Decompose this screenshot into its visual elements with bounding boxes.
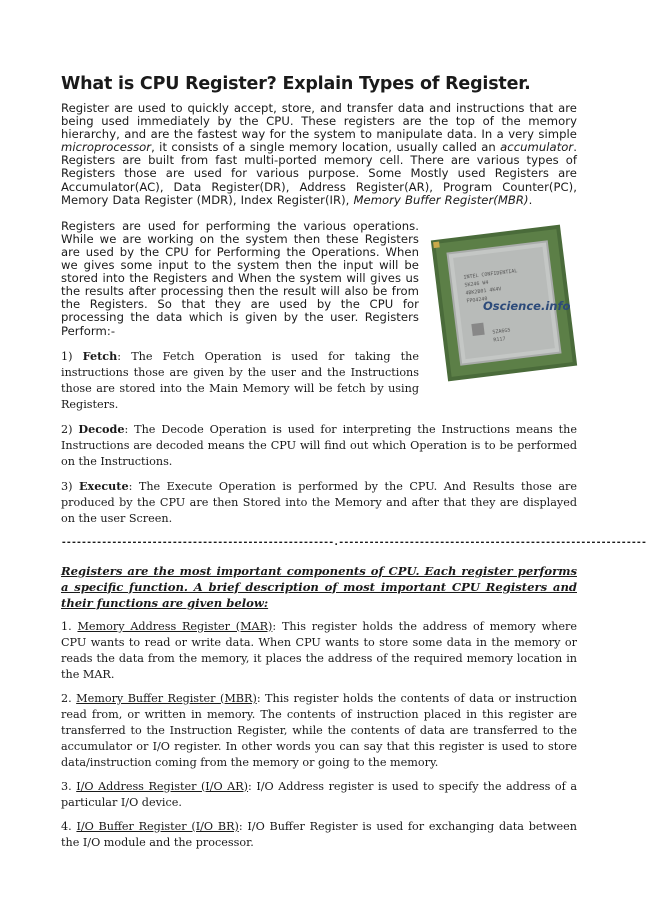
document-page [61,72,646,851]
section-divider: ------------------------------------------------------.------------------------------------------------------------- [61,536,646,548]
operation-num: 2) [61,422,73,436]
operation-term: Decode [78,421,125,436]
section-heading: Registers are the most important components of CPU. Each register performs a specific function. A brief description of most important CPU Registers and their functions are given below: [61,563,577,610]
intro-text-4: . [528,192,533,207]
page-title: What is CPU Register? Explain Types of Register. [61,74,531,94]
operation-execute [61,478,577,527]
cpu-chip-image [429,222,579,384]
watermark-text: Oscience.info [483,298,571,313]
register-num: 2. [61,691,72,705]
intro-text-3: . Registers are built from fast multi-ported memory cell. There are various types of Registers those are used for various purpose. Some Mostly used Registers are Accumulator(AC), Data Register(DR), Address Register(AR), Program Counter(PC), Memory Data Register (MDR), Index Register(IR), [61,140,577,207]
operation-decode [61,421,577,470]
register-text: : I/O Buffer Register is used for exchanging data between the I/O module and the processor. [61,819,577,849]
register-text: : I/O Address register is used to specify the address of a particular I/O device. [61,779,577,809]
register-name: Memory Buffer Register (MBR) [76,691,257,705]
register-text: : This register holds the address of memory where CPU wants to read or write data. When CPU wants to store some data in the memory or reads the data from the memory, it places the address of the required memory location in the MAR. [61,619,577,681]
svg-text:R117: R117 [493,335,506,344]
svg-text:FPO4240: FPO4240 [466,295,488,305]
register-item-mbr [61,691,577,771]
svg-text:4BK2B01 4K4V: 4BK2B01 4K4V [465,285,502,297]
register-num: 3. [61,779,72,793]
intro-em-microprocessor: microprocessor [61,140,152,155]
register-item-ioar [61,779,577,811]
operation-num: 1) [61,349,73,363]
register-item-iobr [61,819,577,851]
intro-em-mbr: Memory Buffer Register(MBR) [353,192,529,207]
register-name: I/O Buffer Register (I/O BR) [76,819,239,833]
chip-label: INTEL CONFIDENTIAL [463,267,518,281]
operation-term: Execute [79,478,129,493]
register-item-mar [61,619,577,683]
svg-text:SK246 W4: SK246 W4 [464,279,489,289]
intro-text-2: , it consists of a single memory location, usually called an [151,140,501,155]
operation-text: : The Decode Operation is used for interpreting the Instructions means the Instructions are decoded means the CPU will find out which Operation is to be performed on the Instructions. [61,422,577,468]
usage-paragraph: Registers are used for performing the various operations. While we are working on the system then these Registers are used by the CPU for Performing the Operations. When we gives some input to the system then the input will be stored into the Registers and When the system will gives us the results after processing then the result will also be from the Registers. So that they are used by the CPU for processing the data which is given by the user. Registers Perform:- [61,218,419,338]
register-num: 4. [61,819,72,833]
operation-text: : The Execute Operation is performed by the CPU. And Results those are produced by the CPU are then Stored into the Memory and after that they are displayed on the user Screen. [61,479,577,525]
operation-text: : The Fetch Operation is used for taking the instructions those are given by the user and the Instructions those are stored into the Main Memory will be fetch by using Registers. [61,349,419,411]
intro-em-accumulator: accumulator [500,140,574,155]
operation-term: Fetch [82,348,118,363]
register-num: 1. [61,619,72,633]
register-name: I/O Address Register (I/O AR) [76,779,249,793]
register-name: Memory Address Register (MAR) [77,619,273,633]
register-text: : This register holds the contents of data or instruction read from, or written in memory. The contents of instruction placed in this register are transferred to the Instruction Register, while the contents of data are transferred to the accumulator or I/O register. In other words you can say that this register is used to store data/instruction coming from the memory or going to the memory. [61,691,577,769]
svg-text:SZA6G5: SZA6G5 [492,327,511,336]
intro-text-1: Register are used to quickly accept, store, and transfer data and instructions that are being used immediately by the CPU. These registers are the top of the memory hierarchy, and are the fastest way for the system to manipulate data. In a very simple [61,101,577,142]
operation-num: 3) [61,479,73,493]
intro-paragraph [61,102,577,207]
usage-section [61,220,577,413]
